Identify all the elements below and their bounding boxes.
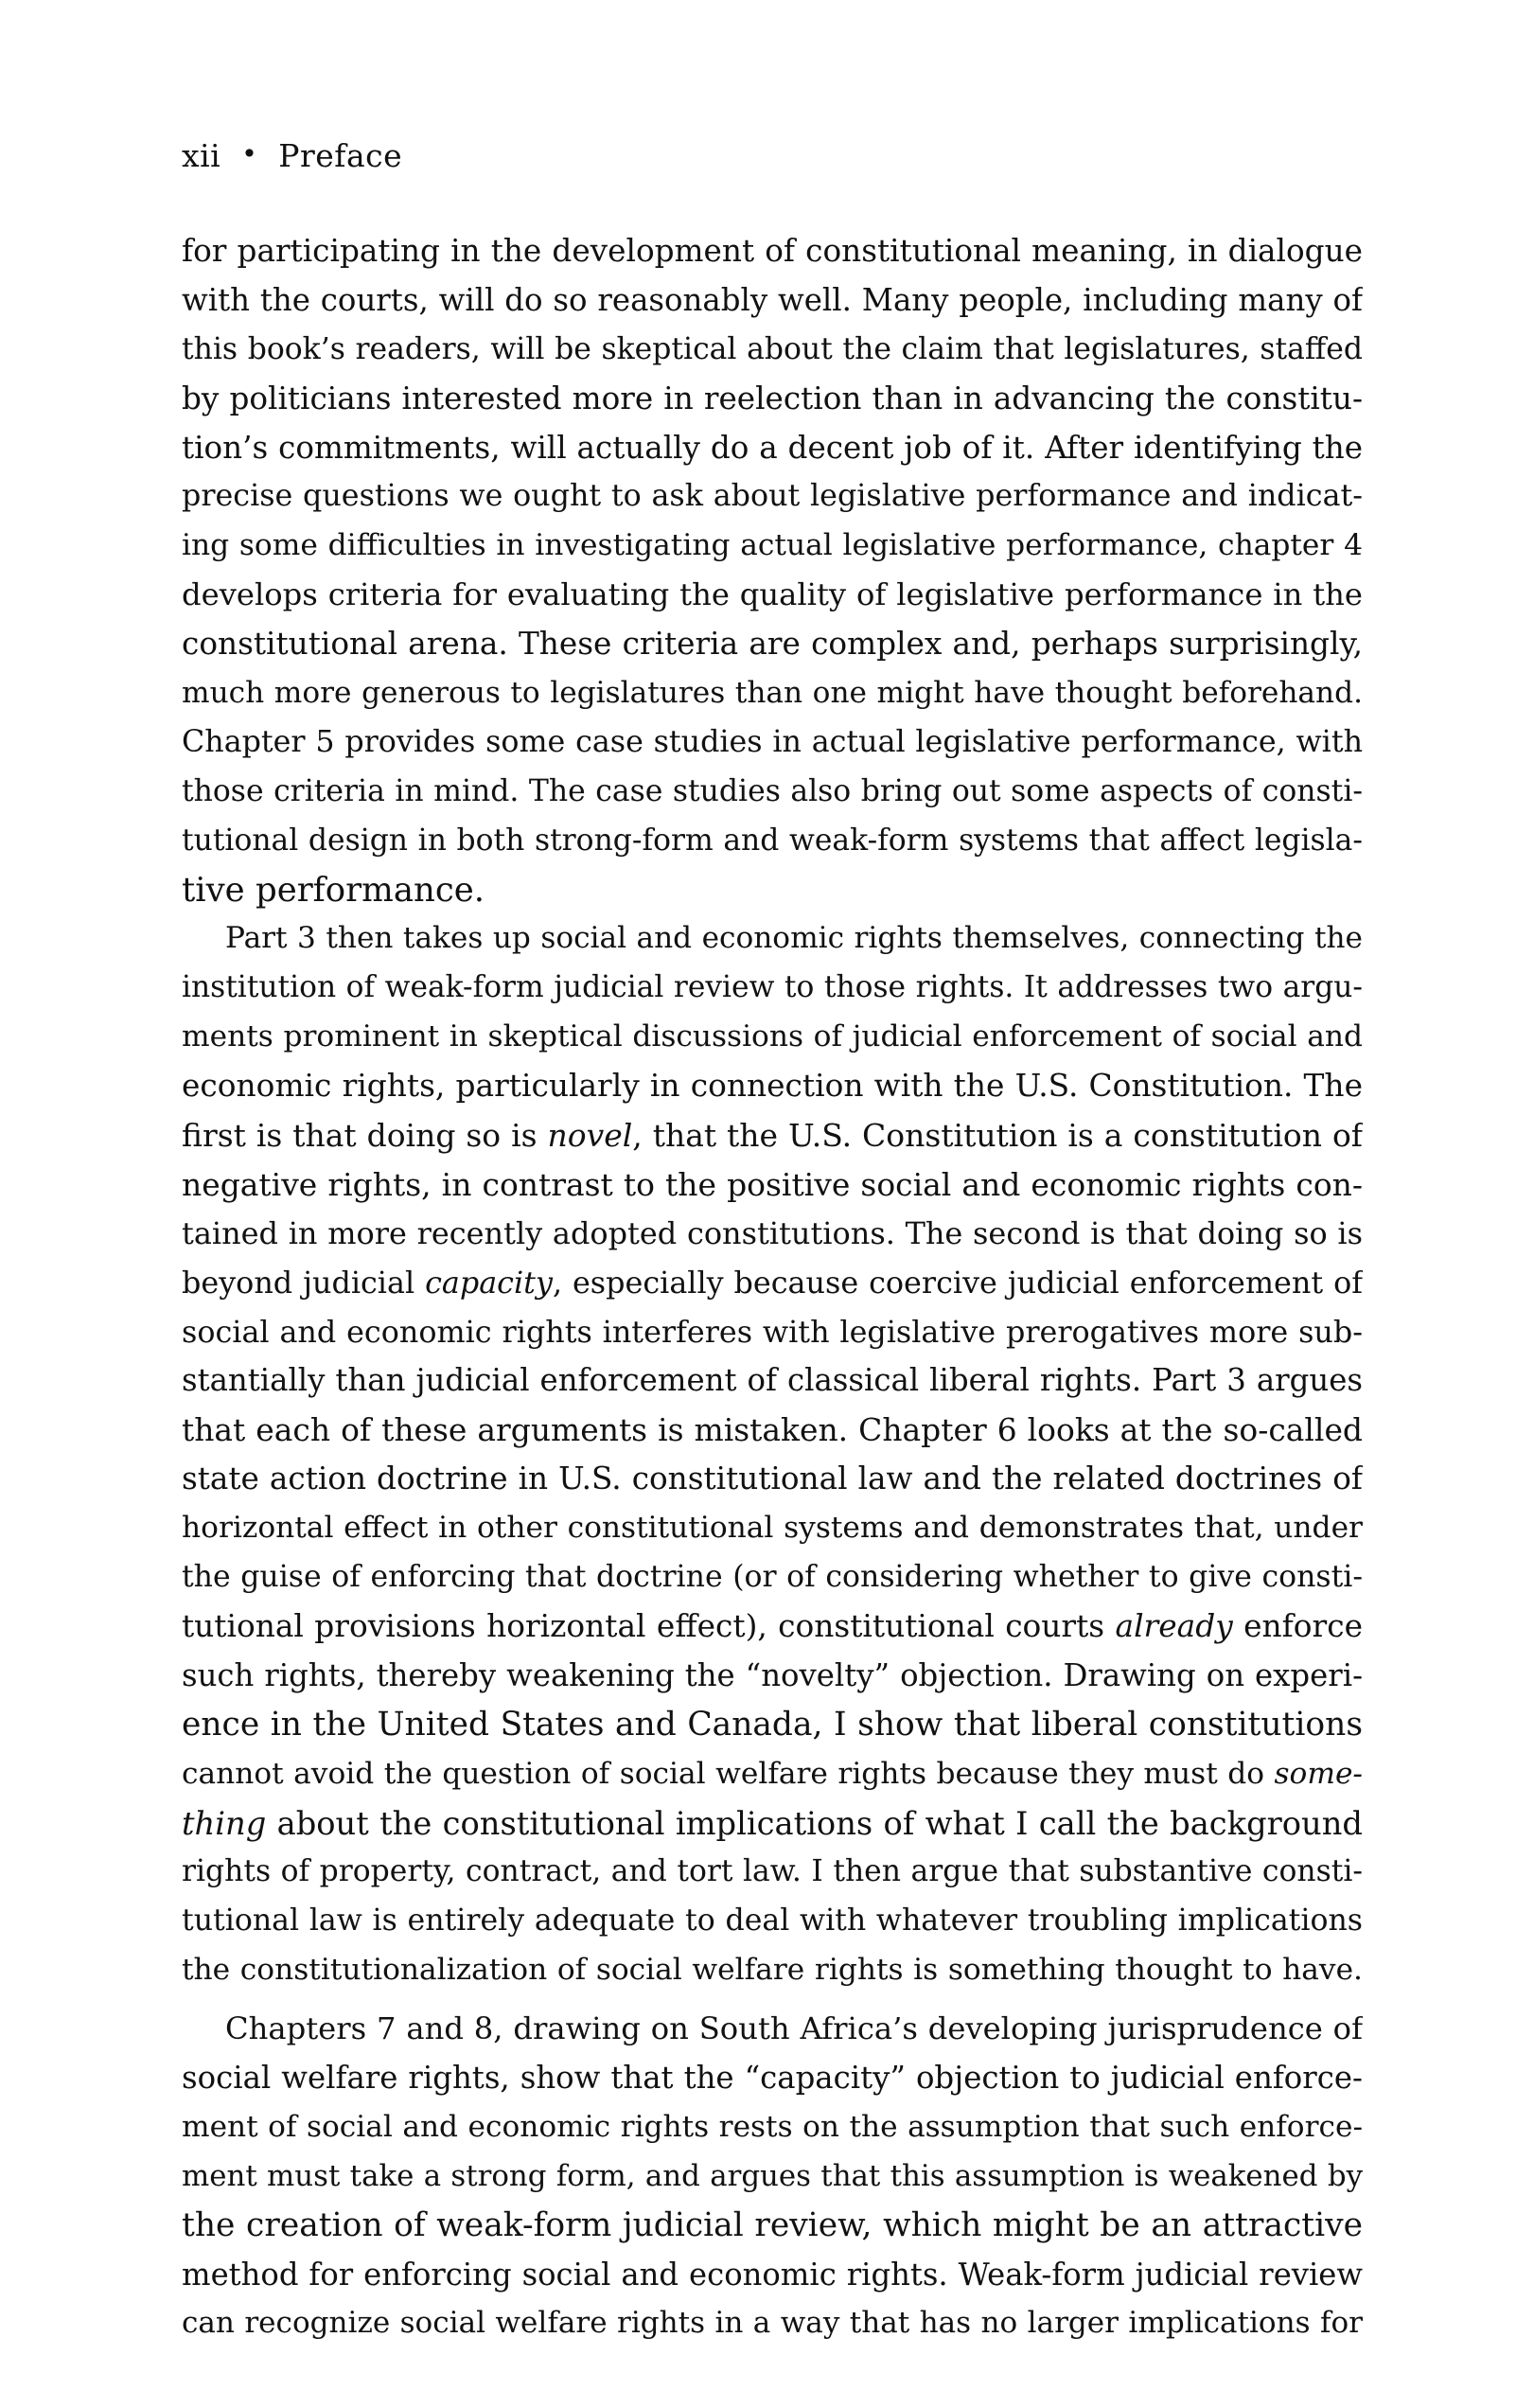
emphasis-text: already (1115, 1607, 1233, 1644)
emphasis-text: capacity (425, 1264, 553, 1301)
text-line: tutional law is entirely adequate to deal with whatever troubling implications (182, 1903, 1363, 1939)
text-line: social welfare rights, show that the “capacity” objection to judicial enforce- (182, 2059, 1363, 2096)
page-number: xii (182, 136, 221, 174)
text-line: Part 3 then takes up social and economic rights themselves, connecting the (225, 921, 1363, 956)
text-line: tutional design in both strong-form and weak-form systems that affect legisla- (182, 823, 1363, 858)
text-line: this book’s readers, will be skeptical about the claim that legislatures, staffed (182, 331, 1363, 366)
text-line: those criteria in mind. The case studies also bring out some aspects of consti- (182, 773, 1363, 808)
text-line: tive performance. (182, 870, 485, 910)
text-line: for participating in the development of constitutional meaning, in dialogue (182, 233, 1363, 269)
text-segment: , that the U.S. Constitution is a constitution of (632, 1117, 1363, 1155)
text-line: by politicians interested more in reelection than in advancing the constitu- (182, 380, 1363, 416)
text-line: develops criteria for evaluating the quality of legislative performance in the (182, 576, 1363, 613)
text-line: ment must take a strong form, and argues that this assumption is weakened by (182, 2158, 1363, 2193)
text-line: ments prominent in skeptical discussions of judicial enforcement of social and (182, 1019, 1363, 1054)
text-segment: cannot avoid the question of social welfare rights because they must do (182, 1756, 1275, 1791)
running-head (182, 133, 402, 178)
text-line: negative rights, in contrast to the positive social and economic rights con- (182, 1165, 1363, 1203)
text-line (182, 1799, 1363, 1849)
text-line: ing some difficulties in investigating actual legislative performance, chapter 4 (182, 528, 1363, 563)
text-line: that each of these arguments is mistaken. Chapter 6 looks at the so-called (182, 1411, 1363, 1449)
text-line (182, 1602, 1363, 1652)
emphasis-text: some- (1274, 1756, 1363, 1791)
text-line: method for enforcing social and economic rights. Weak-form judicial review (182, 2256, 1363, 2293)
text-line: economic rights, particularly in connection with the U.S. Constitution. The (182, 1068, 1363, 1105)
text-line: rights of property, contract, and tort law. I then argue that substantive consti- (182, 1854, 1363, 1889)
text-line: precise questions we ought to ask about legislative performance and indicat- (182, 479, 1363, 514)
text-line: the constitutionalization of social welfare rights is something thought to have. (182, 1953, 1363, 1988)
text-line: ment of social and economic rights rests on the assumption that such enforce- (182, 2109, 1363, 2144)
bullet-separator: • (241, 137, 258, 169)
text-line: tion’s commitments, will actually do a decent job of it. After identifying the (182, 429, 1363, 466)
emphasis-text: novel (547, 1117, 633, 1155)
text-line: state action doctrine in U.S. constitutional law and the related doctrines of (182, 1461, 1363, 1497)
text-line (182, 1750, 1363, 1799)
text-line: horizontal effect in other constitutional systems and demonstrates that, under (182, 1511, 1363, 1546)
text-line: much more generous to legislatures than one might have thought beforehand. (182, 676, 1363, 711)
body-text (182, 227, 1363, 2348)
text-line: ence in the United States and Canada, I show that liberal constitutions (182, 1705, 1363, 1744)
text-segment: enforce (1232, 1607, 1363, 1644)
paragraph-gap (182, 1995, 1363, 2005)
text-line: stantially than judicial enforcement of classical liberal rights. Part 3 argues (182, 1362, 1363, 1399)
text-line: can recognize social welfare rights in a way that has no larger implications for (182, 2306, 1363, 2341)
text-line: social and economic rights interferes with legislative prerogatives more sub- (182, 1313, 1363, 1350)
text-segment: about the constitutional implications of what I call the background (266, 1804, 1363, 1842)
text-line: institution of weak-form judicial review to those rights. It addresses two argu- (182, 970, 1363, 1005)
section-title: Preface (278, 136, 403, 174)
text-segment: , especially because coercive judicial enforcement of (552, 1264, 1363, 1301)
text-line: such rights, thereby weakening the “novelty” objection. Drawing on experi- (182, 1656, 1363, 1693)
text-segment: first is that doing so is (182, 1117, 548, 1155)
emphasis-text: thing (182, 1804, 267, 1842)
text-line (182, 1111, 1363, 1160)
text-line: Chapter 5 provides some case studies in actual legislative performance, with (182, 724, 1363, 759)
text-line: the guise of enforcing that doctrine (or of considering whether to give consti- (182, 1560, 1363, 1595)
text-line: tained in more recently adopted constitutions. The second is that doing so is (182, 1214, 1363, 1251)
text-line (182, 1259, 1363, 1308)
text-line: with the courts, will do so reasonably well. Many people, including many of (182, 281, 1363, 318)
text-segment: beyond judicial (182, 1264, 426, 1301)
text-line: constitutional arena. These criteria are complex and, perhaps surprisingly, (182, 626, 1363, 663)
text-line: Chapters 7 and 8, drawing on South Africa’s developing jurisprudence of (225, 2010, 1363, 2047)
text-line: the creation of weak-form judicial review, which might be an attractive (182, 2205, 1363, 2244)
text-segment: tutional provisions horizontal effect), constitutional courts (182, 1607, 1116, 1644)
